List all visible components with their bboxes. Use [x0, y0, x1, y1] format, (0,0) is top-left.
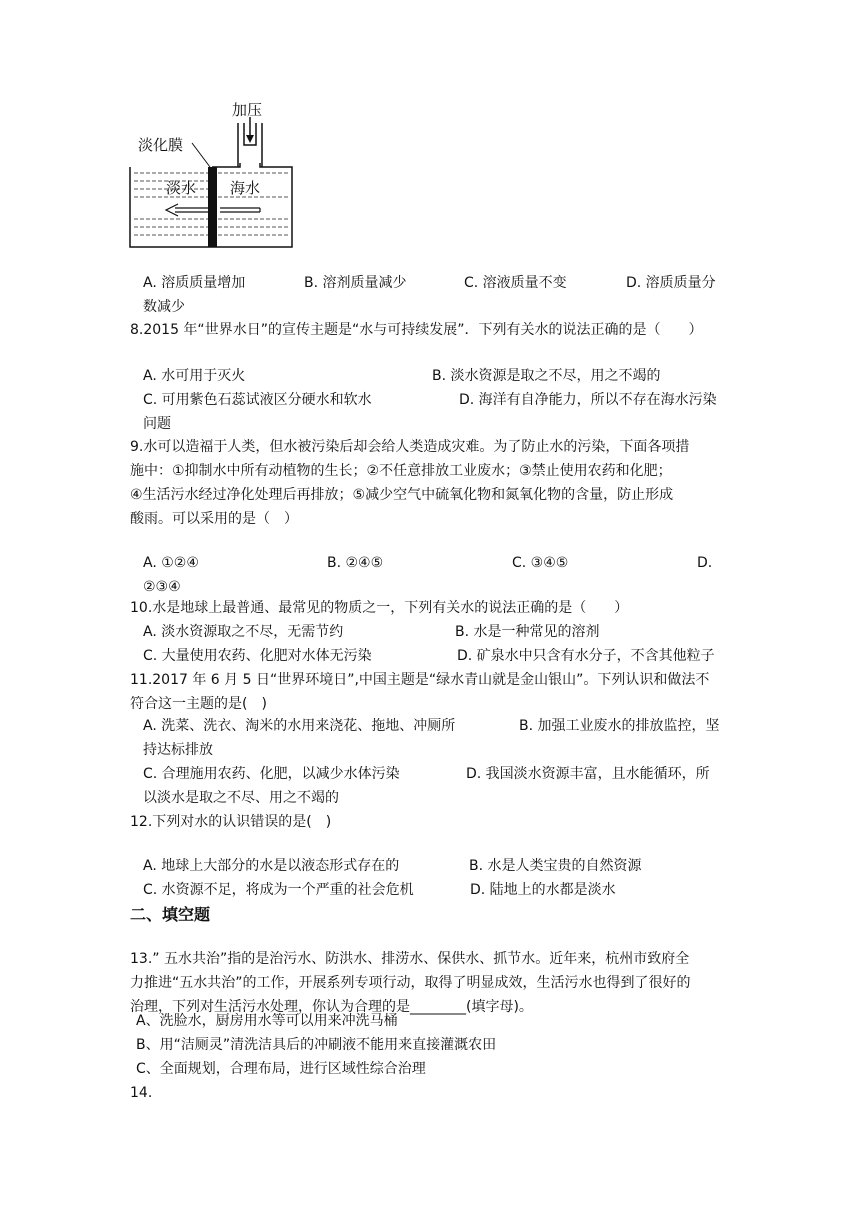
q11-option-b: B. 加强工业废水的排放监控，坚: [519, 718, 720, 734]
q7-option-b: B. 溶剂质量减少: [304, 275, 407, 291]
q9-stem-line4: 酸雨。可以采用的是（ ）: [130, 511, 298, 527]
q13-stem-line1: 13.” 五水共治”指的是治污水、防洪水、排涝水、保供水、抓节水。近年来，杭州市致府全: [130, 951, 690, 967]
q7-option-a: A. 溶质质量增加: [143, 275, 246, 291]
q7-option-d: D. 溶质质量分: [626, 275, 716, 291]
q11-option-d-cont: 以淡水是取之不尽、用之不竭的: [143, 790, 339, 806]
q9-option-b: B. ②④⑤: [327, 555, 384, 571]
label-membrane: 淡化膜: [138, 136, 184, 154]
q7-option-c: C. 溶液质量不变: [464, 275, 567, 291]
q8-stem: 8.2015 年“世界水日”的宣传主题是“水与可持续发展”．下列有关水的说法正确的是（ ）: [130, 322, 703, 338]
section-title: 二、填空题: [130, 905, 211, 924]
q9-stem-line2: 施中：①抑制水中所有动植物的生长；②不任意排放工业废水；③禁止使用农药和化肥；: [130, 463, 672, 479]
q11-option-c: C. 合理施用农药、化肥，以减少水体污染: [143, 766, 400, 782]
q12-option-b: B. 水是人类宝贵的自然资源: [469, 858, 642, 874]
q8-option-d-cont: 问题: [143, 416, 171, 432]
q9-stem-line1: 9.水可以造福于人类，但水被污染后却会给人类造成灾难。为了防止水的污染，下面各项措: [130, 439, 690, 455]
q10-option-c: C. 大量使用农药、化肥对水体无污染: [143, 648, 372, 664]
q12-option-a: A. 地球上大部分的水是以液态形式存在的: [143, 858, 400, 874]
q8-option-a: A. 水可用于灭火: [143, 368, 246, 384]
q10-stem: 10.水是地球上最普通、最常见的物质之一，下列有关水的说法正确的是（ ）: [130, 600, 629, 616]
q9-option-c: C. ③④⑤: [512, 555, 569, 571]
label-sea-water: 海水: [230, 179, 261, 197]
q11-option-a: A. 洗菜、洗衣、淘米的水用来浇花、拖地、冲厕所: [143, 718, 456, 734]
q9-option-d: D.: [697, 555, 713, 571]
q8-option-d: D. 海洋有自净能力，所以不存在海水污染: [459, 392, 717, 408]
q9-option-d-cont: ②③④: [143, 579, 181, 595]
q9-option-a: A. ①②④: [143, 555, 199, 571]
q11-stem-line1: 11.2017 年 6 月 5 日“世界环境日”,中国主题是“绿水青山就是金山银山”。下列认识和做法不: [130, 672, 710, 688]
q13-option-c: C、全面规划，合理布局，进行区域性综合治理: [136, 1061, 426, 1077]
q7-option-d-cont: 数减少: [143, 299, 185, 315]
label-fresh-water: 淡水: [166, 179, 197, 197]
q10-option-b: B. 水是一种常见的溶剂: [455, 624, 600, 640]
q13-stem-line2: 力推进“五水共治”的工作，开展系列专项行动，取得了明显成效，生活污水也得到了很好的: [130, 975, 691, 991]
desalination-diagram: [120, 95, 320, 255]
q12-option-d: D. 陆地上的水都是淡水: [470, 882, 616, 898]
q14-label: 14.: [130, 1085, 153, 1101]
q11-stem-line2: 符合这一主题的是( ): [130, 696, 267, 712]
q8-option-c: C. 可用紫色石蕊试液区分硬水和软水: [143, 392, 372, 408]
q13-stem-line3: 治理，下列对生活污水处理，你认为合理的是________(填字母)。: [130, 999, 533, 1015]
q13-option-b: B、用“洁厕灵”清洗洁具后的冲刷液不能用来直接灌溉农田: [136, 1037, 497, 1053]
membrane: [208, 167, 217, 247]
q13-option-a: A、洗脸水，厨房用水等可以用来冲洗马桶: [136, 1013, 398, 1029]
label-pressure: 加压: [232, 101, 263, 119]
q9-stem-line3: ④生活污水经过净化处理后再排放；⑤减少空气中硫氧化物和氮氧化物的含量，防止形成: [130, 487, 674, 503]
q10-option-d: D. 矿泉水中只含有水分子，不含其他粒子: [457, 648, 715, 664]
q11-option-d: D. 我国淡水资源丰富，且水能循环，所: [466, 766, 710, 782]
q12-option-c: C. 水资源不足，将成为一个严重的社会危机: [143, 882, 414, 898]
q10-option-a: A. 淡水资源取之不尽，无需节约: [143, 624, 344, 640]
q8-option-b: B. 淡水资源是取之不尽，用之不竭的: [432, 368, 661, 384]
q12-stem: 12.下列对水的认识错误的是( ): [130, 814, 332, 830]
q11-option-b-cont: 持达标排放: [143, 742, 213, 758]
